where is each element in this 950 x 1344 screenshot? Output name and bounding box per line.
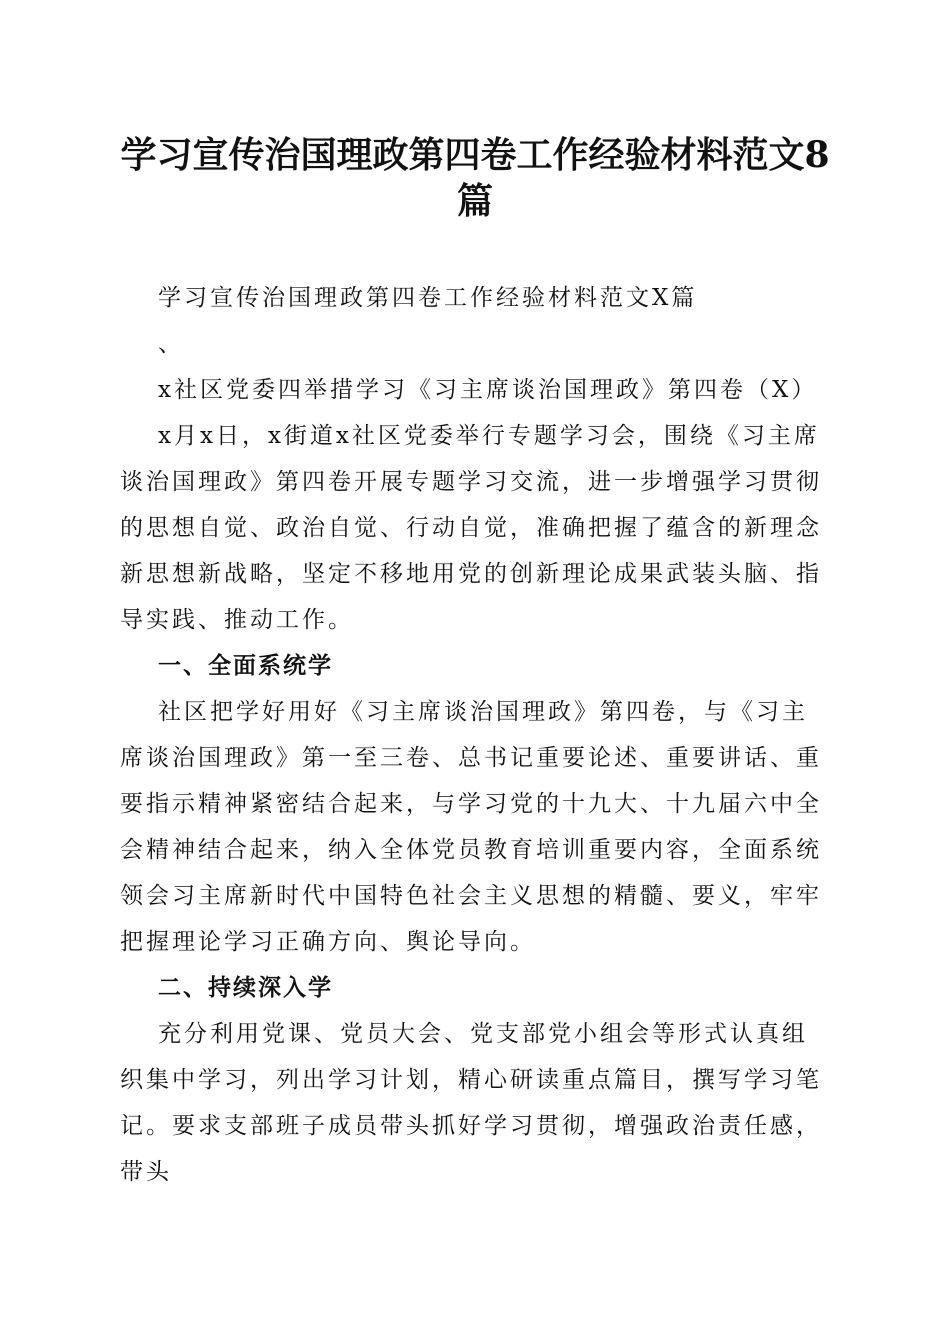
document-title: 学习宣传治国理政第四卷工作经验材料范文8篇 [120,134,830,222]
separator-mark: 、 [158,331,184,357]
document-body [120,275,830,1195]
section-title: x社区党委四举措学习《习主席谈治国理政》第四卷（X） [158,377,818,403]
paragraph-continuous-study: 充分利用党课、党员大会、党支部党小组会等形式认真组织集中学习，列出学习计划，精心研读重点篇目，撰写学习笔记。要求支部班子成员带头抓好学习贯彻，增强政治责任感，带头 [120,1021,822,1185]
document-subtitle: 学习宣传治国理政第四卷工作经验材料范文X篇 [158,285,698,311]
heading-comprehensive-study: 一、全面系统学 [158,653,333,679]
heading-continuous-study: 二、持续深入学 [158,975,333,1001]
paragraph-comprehensive-study: 社区把学好用好《习主席谈治国理政》第四卷，与《习主席谈治国理政》第一至三卷、总书记重要论述、重要讲话、重要指示精神紧密结合起来，与学习党的十九大、十九届六中全会精神结合起来，纳入全体党员教育培训重要内容，全面系统领会习主席新时代中国特色社会主义思想的精髓、要义，牢牢把握理论学习正确方向、舆论导向。 [120,699,822,955]
intro-paragraph: x月x日，x街道x社区党委举行专题学习会，围绕《习主席谈治国理政》第四卷开展专题学习交流，进一步增强学习贯彻的思想自觉、政治自觉、行动自觉，准确把握了蕴含的新理念新思想新战略，坚定不移地用党的创新理论成果武装头脑、指导实践、推动工作。 [120,423,822,633]
